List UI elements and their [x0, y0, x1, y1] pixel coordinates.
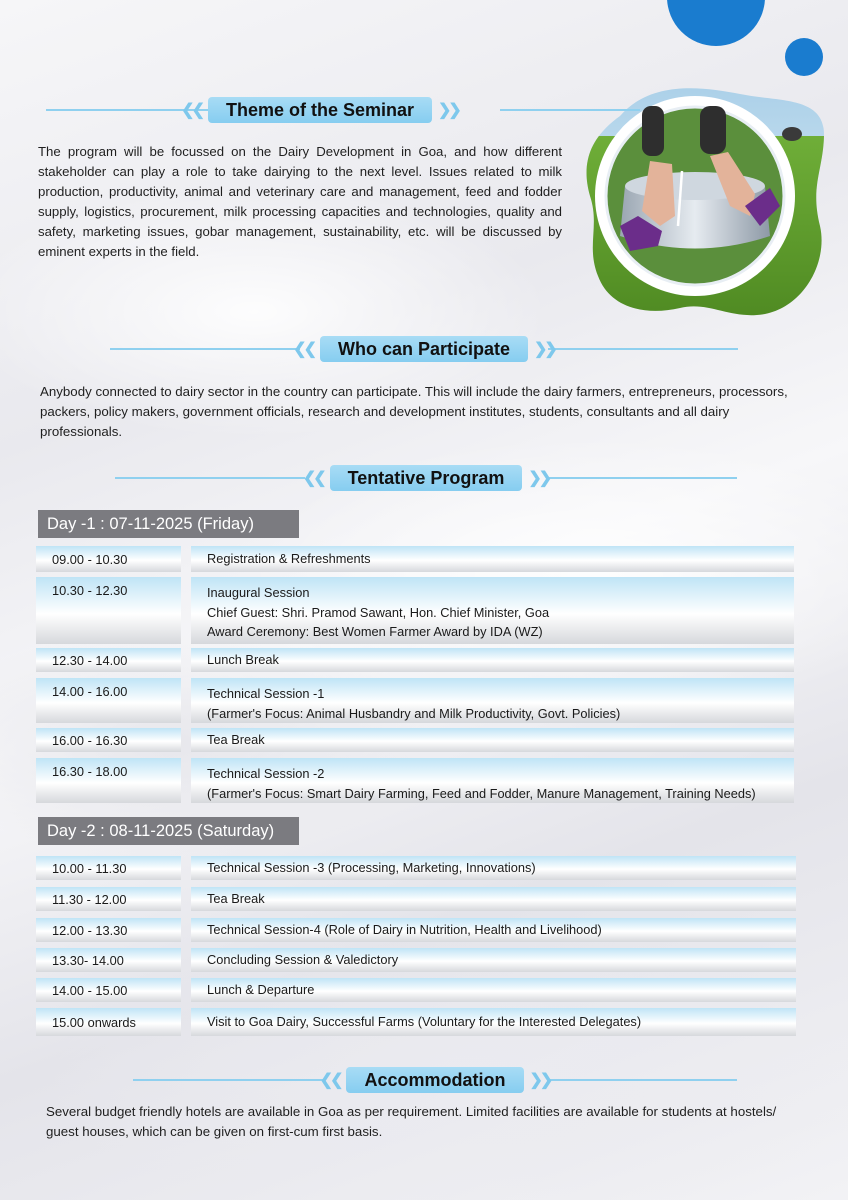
schedule-line: (Farmer's Focus: Smart Dairy Farming, Feed and Fodder, Manure Management, Training Needs): [207, 785, 756, 801]
schedule-desc: [191, 918, 796, 942]
schedule-desc: [191, 948, 796, 972]
schedule-line: Inaugural Session: [207, 585, 310, 600]
schedule-row: [0, 648, 794, 672]
schedule-row: [0, 948, 796, 972]
header-line-left: [115, 477, 305, 479]
schedule-desc: [191, 978, 796, 1002]
double-chevron-left-icon: ❮❮: [302, 470, 324, 487]
schedule-row: [0, 887, 796, 911]
schedule-time: 16.30 - 18.00: [36, 758, 181, 803]
schedule-time: 14.00 - 16.00: [36, 678, 181, 723]
schedule-row: [0, 918, 796, 942]
schedule-line: Lunch & Departure: [207, 982, 315, 998]
schedule-row: [0, 978, 796, 1002]
schedule-row: [0, 577, 794, 644]
schedule-time: 15.00 onwards: [36, 1008, 181, 1036]
schedule-row: [0, 728, 794, 752]
schedule-line: (Farmer's Focus: Animal Husbandry and Milk Productivity, Govt. Policies): [207, 705, 621, 721]
schedule-desc: [191, 856, 796, 880]
theme-section-header: [40, 96, 600, 124]
double-chevron-right-icon: ❯❯: [529, 1072, 551, 1089]
header-line-left: [110, 348, 300, 350]
participate-title: Who can Participate: [320, 336, 528, 362]
double-chevron-left-icon: ❮❮: [293, 341, 314, 358]
milking-photo: [580, 76, 828, 320]
header-line-right: [547, 1079, 737, 1081]
decorative-circle-small: [785, 38, 823, 76]
header-line-right: [547, 477, 737, 479]
schedule-line: Chief Guest: Shri. Pramod Sawant, Hon. Chief Minister, Goa: [207, 604, 550, 620]
schedule-line: Tea Break: [207, 732, 265, 748]
accommodation-title: Accommodation: [346, 1067, 523, 1093]
schedule-line: Award Ceremony: Best Women Farmer Award by IDA (WZ): [207, 624, 543, 639]
schedule-desc: [191, 546, 794, 572]
schedule-desc: [191, 758, 794, 803]
header-line-right: [500, 109, 640, 111]
day1-label: Day -1 : 07-11-2025 (Friday): [38, 510, 299, 538]
schedule-line: Visit to Goa Dairy, Successful Farms (Voluntary for the Interested Delegates): [207, 1014, 642, 1030]
schedule-row: [0, 758, 794, 803]
schedule-line: Lunch Break: [207, 652, 279, 668]
accommodation-section-header: [133, 1066, 737, 1094]
program-title: Tentative Program: [330, 465, 523, 491]
header-line-left: [133, 1079, 323, 1081]
participate-body: Anybody connected to dairy sector in the country can participate. This will include the dairy farmers, entrepreneurs, processors, packers, policy makers, government officials, research and development institutes, students, consultants and all dairy professionals.: [40, 384, 788, 439]
schedule-desc: [191, 887, 796, 911]
accommodation-body: Several budget friendly hotels are available in Goa as per requirement. Limited facilities are available for students at hostels/ guest houses, which can be given on first-cum first basis.: [46, 1104, 777, 1139]
header-line-right: [548, 348, 738, 350]
schedule-line: Tea Break: [207, 891, 265, 907]
schedule-time: 13.30- 14.00: [36, 948, 181, 972]
schedule-time: 11.30 - 12.00: [36, 887, 181, 911]
double-chevron-right-icon: ❯❯: [528, 470, 550, 487]
schedule-desc: [191, 678, 794, 723]
schedule-row: [0, 1008, 796, 1036]
schedule-desc: [191, 648, 794, 672]
decorative-circle-large: [667, 0, 765, 46]
schedule-time: 16.00 - 16.30: [36, 728, 181, 752]
schedule-line: Technical Session-4 (Role of Dairy in Nutrition, Health and Livelihood): [207, 922, 602, 938]
schedule-time: 14.00 - 15.00: [36, 978, 181, 1002]
day2-label: Day -2 : 08-11-2025 (Saturday): [38, 817, 299, 845]
schedule-time: 10.00 - 11.30: [36, 856, 181, 880]
schedule-line: Technical Session -1: [207, 686, 325, 701]
theme-title: Theme of the Seminar: [208, 97, 432, 123]
schedule-line: Technical Session -3 (Processing, Marketing, Innovations): [207, 860, 536, 876]
schedule-row: [0, 546, 794, 572]
schedule-row: [0, 856, 796, 880]
schedule-line: Technical Session -2: [207, 766, 325, 781]
double-chevron-left-icon: ❮❮: [181, 102, 202, 119]
double-chevron-right-icon: ❯❯: [534, 341, 555, 358]
participate-section-header: [110, 335, 738, 363]
schedule-row: [0, 678, 794, 723]
double-chevron-right-icon: ❯❯: [438, 102, 459, 119]
schedule-time: 12.30 - 14.00: [36, 648, 181, 672]
schedule-desc: [191, 728, 794, 752]
theme-body: The program will be focussed on the Dairy Development in Goa, and how different stakeholder can play a role to take dairying to the next level. Issues related to milk production, productivity, animal and veterinary care and management, feed and fodder supply, logistics, procurement, milk processing capacities and technologies, quality and safety, marketing issues, gobar management, sustainability, etc. will be discussed by eminent experts in the field.: [38, 144, 562, 259]
schedule-time: 10.30 - 12.30: [36, 577, 181, 644]
program-section-header: [115, 464, 737, 492]
schedule-desc: [191, 1008, 796, 1036]
schedule-desc: [191, 577, 794, 644]
double-chevron-left-icon: ❮❮: [319, 1072, 341, 1089]
schedule-line: Registration & Refreshments: [207, 551, 371, 567]
schedule-time: 12.00 - 13.30: [36, 918, 181, 942]
schedule-line: Concluding Session & Valedictory: [207, 952, 399, 968]
schedule-time: 09.00 - 10.30: [36, 546, 181, 572]
